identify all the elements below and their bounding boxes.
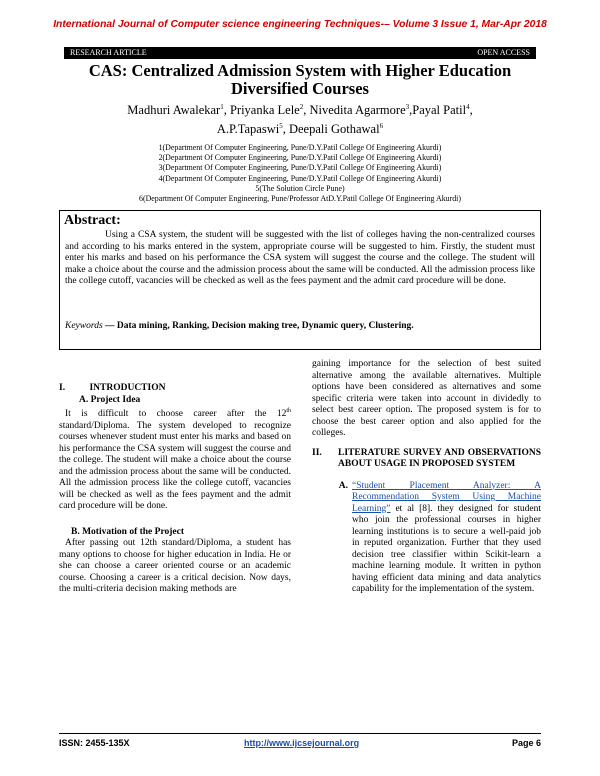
paragraph-text: standard/Diploma. The system developed to recognize courses whenever student must enter his marks and based on his performance the CSA system will suggest the course and the college. The student will make a choice about the course and the admission process about the same will be conducted. All the admission process like the college cutoff, vacancies will be checked as well as the fees payment and the admit card procedure will be done. xyxy=(59,420,291,512)
author-sup: 3 xyxy=(405,103,410,111)
author-sup: 1 xyxy=(220,103,224,111)
author: Payal Patil xyxy=(412,103,467,118)
subsection-motivation: B. Motivation of the Project xyxy=(71,526,185,537)
title-line-1: CAS: Centralized Admission System with Higher Education xyxy=(88,61,512,80)
issn: ISSN: 2455-135X xyxy=(59,738,130,748)
reference-text: et al [8]. they designed for student who join the professional courses in higher learning institutions is to secure a well-paid job in reputed organization. Further that they used decision tree classifier within Scikit-learn a machine learning module. It written in python having efficient data mining and data analytics capability for the implementation of the system. xyxy=(352,503,541,594)
author: A.P.Tapaswi xyxy=(216,122,280,137)
reference-link[interactable]: “Student Placement Analyzer: A Recommendation System Using Machine Learning” xyxy=(352,480,541,514)
journal-url-link[interactable]: http://www.ijcsejournal.org xyxy=(244,738,360,748)
author: Nivedita Agarmore xyxy=(309,103,406,118)
right-column xyxy=(312,359,541,596)
affiliation: 6(Department Of Computer Engineering, Pune/Professor AtD.Y.Patil College Of Engineering Akurdi) xyxy=(139,194,461,204)
reference-label: A. xyxy=(338,480,348,491)
section-heading-literature xyxy=(312,448,541,471)
paragraph-text: It is difficult to choose career after the 12 xyxy=(65,409,287,420)
abstract-box xyxy=(59,210,541,350)
page-number: Page 6 xyxy=(511,738,541,748)
article-bar xyxy=(64,47,536,59)
superscript: th xyxy=(286,408,291,414)
abstract-heading: Abstract: xyxy=(64,213,121,228)
reference-body xyxy=(352,481,541,596)
author-sup: 4 xyxy=(466,103,470,111)
paragraph-continued: gaining importance for the selection of best suited alternative among the available alternatives. Multiple options have been considered as alternatives and some specific criteria were taken into account in dividedly to select best career option. The proposed system is for to choose the best career option and also applied for the colleges. xyxy=(312,359,541,438)
keywords-list: — Data mining, Ranking, Decision making tree, Dynamic query, Clustering. xyxy=(105,321,414,331)
affiliation: 4(Department Of Computer Engineering, Pune/D.Y.Patil College Of Engineering Akurdi) xyxy=(158,173,442,183)
paragraph-motivation: After passing out 12th standard/Diploma, a student has many options to choose for higher education in India. He or she can choose a career oriented course or an academic course. Choosing a career is a critical decision. Now days, the multi-criteria decision making methods are xyxy=(59,538,291,595)
article-type: RESEARCH ARTICLE xyxy=(70,48,147,57)
abstract-text: Using a CSA system, the student will be suggested with the list of colleges having the non-centralized courses and according to his marks entered in the system, appropriate course will be suggested to him. Firstly, the student must enter his marks and based on his performance the CSA system will suggest the course and the college. The student will make a choice about the course and the admission process about the same will be conducted. All the admission process like the college cutoff, vacancies will be checked as well as the fees payment and the admit card procedure will be done. xyxy=(65,230,535,286)
authors-line-1: Madhuri Awalekar$^1$, Priyanka Lele$^2$, Nivedita Agarmore$^3$,Payal Patil$^4$, xyxy=(127,103,473,118)
journal-header: International Journal of Computer science engineering Techniques-– Volume 3 Issue 1, Mar-Apr 2018 xyxy=(53,19,547,30)
paper-title xyxy=(40,62,560,98)
author-sup: 6 xyxy=(379,122,384,131)
section-number: II. xyxy=(312,447,322,458)
section-title: LITERATURE SURVEY AND OBSERVATIONS ABOUT USAGE IN PROPOSED SYSTEM xyxy=(338,447,541,469)
section-title: INTRODUCTION xyxy=(89,383,166,393)
author-list xyxy=(40,99,560,137)
author-sup: 2 xyxy=(299,103,304,111)
author: Madhuri Awalekar xyxy=(127,103,221,118)
title-line-2: Diversified Courses xyxy=(231,79,369,98)
left-column xyxy=(59,383,291,596)
affiliation: 1(Department Of Computer Engineering, Pune/D.Y.Patil College Of Engineering Akurdi) xyxy=(158,143,442,152)
affiliation: 3(Department Of Computer Engineering, Pune/D.Y.Patil College Of Engineering Akurdi) xyxy=(158,163,442,173)
affiliations xyxy=(40,143,560,204)
page-footer xyxy=(59,733,541,750)
author: Deepali Gothawal xyxy=(288,122,380,137)
reference-item xyxy=(312,481,541,596)
paragraph-project-idea xyxy=(59,406,291,513)
subsection-project-idea: A. Project Idea xyxy=(79,394,141,405)
open-access: OPEN ACCESS xyxy=(477,48,530,57)
section-heading-introduction xyxy=(59,383,291,395)
affiliation: 5(The Solution Circle Pune) xyxy=(255,183,345,193)
section-number: I. xyxy=(59,383,66,393)
author-sup: 5 xyxy=(279,122,283,131)
author: Priyanka Lele xyxy=(229,103,300,118)
affiliation: 2(Department Of Computer Engineering, Pune/D.Y.Patil College Of Engineering Akurdi) xyxy=(158,153,442,163)
keywords xyxy=(65,320,535,332)
authors-line-2: A.P.Tapaswi$^5$, Deepali Gothawal$^6$ xyxy=(216,122,384,137)
keywords-label: Keywords xyxy=(65,321,103,331)
